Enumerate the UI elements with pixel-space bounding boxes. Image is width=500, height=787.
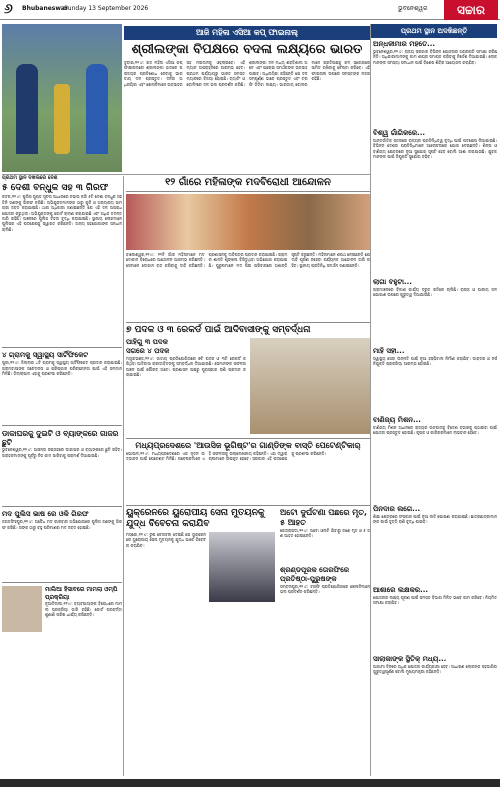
story3-patent-headline: ମଧ୍ୟପ୍ରଦେଶରେ 'ଆଉସିଜ ଭୂଗିଷ୍ଟ'ର ଗାଣ୍ଡିଙ୍କ ବାସ୍ତି ପେଟେଣ୍ଟିକାର୍	[135, 441, 361, 450]
sidebar-banner: ପ୍ରଥମ ସ୍ଥାନ ଅଦଖିଛନ୍ତି	[371, 24, 497, 38]
story2-body: ପୁରୀ,୧୨।୯: ଜିଲ୍ଲାର ୪ଟି ଗ୍ରାମକୁ ସ୍ୱାସ୍ଥ୍ୟ ସାର୍ଟିଫିକେଟ ପ୍ରଦାନ କରାଯାଇଛି। ଗ୍ରାମବାସୀଙ୍କ ସଚେତନତା ଓ ପରିଷ୍କାର ପରିଚ୍ଛନ୍ନତା ପାଇଁ ଏହି ସମ୍ମାନ ମିଳିଛି। ଜିଲ୍ଲାପାଳ ଏହାକୁ ପ୍ରଶଂସା କରିଛନ୍ତି।	[2, 360, 122, 377]
story3-headline: ଡାକାଘରକୁ ଦୁଇଟି ଓ ବ୍ୟାଙ୍କରେ ଗାଜର ଛୁଟି	[2, 429, 119, 448]
rs-head-2: ବିଶ୍ୱ ଗାଁଗିକରେ...	[373, 129, 426, 137]
portrait-photo	[2, 586, 42, 632]
edition-label: Bhubaneswar	[22, 5, 68, 12]
left-column	[2, 176, 122, 776]
right-column: ଅନ୍ଧଳୀମାର ମହତେ... ଭୁବନେଶ୍ୱର,୧୨।୯: ରାଜ୍ୟ ସରକାର ବିଭିନ୍ନ ଯୋଜନାର ଅଗ୍ରଗତି ସମୀକ୍ଷା କରିଛନ୍ତି। ଅଧିକାରୀମାନଙ୍କୁ କାମ ଶୀଘ୍ର ସମାପ୍ତ କରିବାକୁ ନିର୍ଦ୍ଦେଶ ଦିଆଯାଇଛି। ଲୋକମାନଙ୍କ ସମସ୍ୟା ସମାଧାନ ପାଇଁ ବିଶେଷ ଶିବିର ଆୟୋଜନ କରାଯିବ। ବିଶ୍ୱ ଗାଁଗିକରେ... ଆନ୍ତର୍ଜାତିକ ସ୍ତରରେ ରାଜ୍ୟର ପ୍ରତିନିଧିତ୍ୱ ବୃଦ୍ଧି ପାଇଁ ପଦକ୍ଷେପ ନିଆଯାଇଛି। ବିଭିନ୍ନ ଦେଶର ପ୍ରତିନିଧିମାନେ ଆଲୋଚନାରେ ଯୋଗ ଦେଇଛନ୍ତି। ଶିଳ୍ପ ଓ ବାଣିଜ୍ୟ କ୍ଷେତ୍ରରେ ନୂଆ ସୁଯୋଗ ସୃଷ୍ଟି ହେବ ବୋଲି ଆଶା କରାଯାଉଛି। ଯୁବକମାନଙ୍କ ପାଇଁ ନିଯୁକ୍ତି ସୁଯୋଗ ବଢିବ। ଲାଗା ବହୁଟା... ଗ୍ରାମାଞ୍ଚଳରେ ବିକାଶ କାର୍ଯ୍ୟ ଦ୍ରୁତ ଗତିରେ ଚାଲିଛି। ରାସ୍ତା ଓ ପାନୀୟ ଜଳ ଯୋଗାଣ ଉପରେ ଗୁରୁତ୍ୱ ଦିଆଯାଉଛି। ମାହି ସହୀ... ସ୍ୱାସ୍ଥ୍ୟ ସେବା ଉନ୍ନତି ପାଇଁ ନୂଆ ହସ୍ପିଟାଲ ନିର୍ମାଣ କରାଯିବ। ଡାକ୍ତର ଓ ନର୍ସ ନିଯୁକ୍ତି ପ୍ରକ୍ରିୟା ଆରମ୍ଭ ହୋଇଛି। ବାଣିଜ୍ୟ ମିଶନ... ବାଣିଜ୍ୟ ମିଶନ ଅଧୀନରେ ରାଜ୍ୟର ଉତ୍ପାଦକୁ ବିଦେଶ ବଜାରକୁ ପଠାଇବା ପାଇଁ ଯୋଜନା ପ୍ରସ୍ତୁତ ହୋଇଛି। କୃଷକ ଓ କାରିଗରମାନେ ଲାଭବାନ ହେବେ। ପିନଦାର ଲଗେ... ଶିକ୍ଷା କ୍ଷେତ୍ରରେ ସଂସ୍କାର ପାଇଁ ନୂଆ ନୀତି ଘୋଷଣା କରାଯାଇଛି। ଛାତ୍ରଛାତ୍ରୀମାନଙ୍କ ପାଇଁ ବୃତ୍ତି ରାଶି ବୃଦ୍ଧି ପାଇବ। ଆଶାରେ ଲକ୍ଷକର... ଯୋଜନାର ଲକ୍ଷ୍ୟ ପୂରଣ ପାଇଁ ସମସ୍ତ ବିଭାଗ ମିଳିତ ଭାବେ କାମ କରିବେ। ନିୟମିତ ସମୀକ୍ଷା କରାଯିବ। ସାଲାକାଙ୍କ ସ୍ଥିତିକ୍ ମଧ୍ୟ... ଆଗାମୀ ଦିନରେ ଅଧିକ ଯୋଜନା କାର୍ଯ୍ୟକାରୀ ହେବ। ସାଧାରଣ ଲୋକଙ୍କ ସହଭାଗିତା ଗୁରୁତ୍ୱପୂର୍ଣ୍ଣ ବୋଲି ମୁଖ୍ୟମନ୍ତ୍ରୀ କହିଛନ୍ତି।	[373, 40, 497, 675]
story-protest-headline: ୧୨ ଗାଁରେ ମହିଳାଙ୍କ ମଦବିରୋଧୀ ଆନ୍ଦୋଳନ	[126, 177, 370, 192]
footer-bar	[0, 779, 500, 787]
patent-body: ଭୋପାଳ,୧୨।୯: ମଧ୍ୟପ୍ରଦେଶରେ ଏକ ନୂତନ ଉଦ୍ଭାବନ ପାଇଁ ପେଟେଣ୍ଟ ମିଳିଛି। ଗବେଷକମାନେ ଏହି ସଫଳତାକୁ ଉଲ୍ଲେଖନୀୟ କହିଛନ୍ତି। ଏହା ଦ୍ୱାରା ଚାଷୀମାନେ ଉପକୃତ ହେବେ। ସରକାର ଏହି ପଦକ୍ଷେପକୁ ପ୍ରଶଂସା କରିଛନ୍ତି।	[126, 451, 327, 462]
lead-banner: ଆଜି ମହିଳା ଏସିଆ କପ୍ ଫାଇନାଲ୍	[124, 26, 370, 40]
story2-headline: ୪ ଗ୍ରାମକୁ ସ୍ୱାସ୍ଥ୍ୟ ସାର୍ଟିଫିକେଟ	[2, 351, 89, 360]
rs-head-1: ଅନ୍ଧଳୀମାର ମହତେ...	[373, 40, 436, 48]
page-number: ୬	[4, 1, 13, 17]
medal-photo	[250, 338, 370, 434]
story4-auto-headline: ଅଟୋ ଦୁର୍ଘଟଣା ପଛରେ ମୃତ, ୫ ଆହତ	[280, 508, 368, 527]
protest-body: ବାଲେଶ୍ୱର,୧୨।୯: ୧୨ଟି ଗାଁର ମହିଳାମାନେ ମଦ ଦୋକାନ ବିରୋଧରେ ଆନ୍ଦୋଳନ ଆରମ୍ଭ କରିଛନ୍ତି। ସେମାନେ ଦୋକାନ ବନ୍ଦ କରିବାକୁ ଦାବି କରିଛନ୍ତି। ପ୍ରଶାସନକୁ ଦାବିପତ୍ର ପ୍ରଦାନ କରାଯାଇଛି। ଗ୍ରାମର ଶାନ୍ତି ଶୃଙ୍ଖଳା ବିଗିଡୁଥିବା ଅଭିଯୋଗ କରାଯାଇଛି। ପୁରୁଷମାନେ ମଦ ପିଇ ପରିବାରରେ ଅଶାନ୍ତି ସୃଷ୍ଟି କରୁଛନ୍ତି। ମହିଳାମାନେ ଶପଥ ନେଇଛନ୍ତି ଯେ ଦାବି ପୂରଣ ନହେବା ପର୍ଯ୍ୟନ୍ତ ଆନ୍ଦୋଳନ ଜାରି ରହିବ। ସ୍ଥାନୀୟ ପ୍ରତିନିଧି ସମର୍ଥନ ଜଣାଇଛନ୍ତି।	[126, 252, 370, 268]
medal-body: ମୟୂରଭଞ୍ଜ,୧୨।୯: ଜାତୀୟ ପ୍ରତିଯୋଗିତାରେ ୭ଟି ପଦକ ଓ ୩ଟି ରେକର୍ଡ କରିଥିବା ଆଦିବାସୀ କ୍ରୀଡାବିତଙ୍କୁ ସମ୍ବର୍ଦ୍ଧନା ଦିଆଯାଇଛି। ସେମାନଙ୍କ ସଫଳତା ଅଞ୍ଚଳ ପାଇଁ ଗୌରବ ଅଟେ। ପ୍ରଶାସନ ପକ୍ଷରୁ ପୁରସ୍କାର ରାଶି ପ୍ରଦାନ କରାଯାଇଛି।	[126, 356, 246, 378]
lead-headline: ଶ୍ରୀଲଙ୍କା ବିପକ୍ଷରେ ବଦଳା ଲକ୍ଷ୍ୟରେ ଭାରତ	[131, 42, 363, 57]
story5-ukraine-headline: ୟୁକ୍ରେନରେ ୟୁରୋପୀୟ ସେନା ମୁତୟନକୁ ଯୁଦ୍ଧ ବିବେଚନା କରାଯିବ	[126, 508, 265, 529]
auto-body: କେନ୍ଦ୍ରାପଡା,୧୨।୯: ଅଟୋ ଓଲଟି ଯିବାରୁ ଜଣେ ମୃତ ଓ ୫ ଜଣ ଆହତ ହୋଇଛନ୍ତି।	[280, 528, 370, 539]
medal-sub2: ସଗରେ ୪ ପଦକ	[126, 347, 170, 355]
rs-head-4: ମାହି ସହୀ...	[373, 347, 405, 355]
rs-head-6: ପିନଦାର ଲଗେ...	[373, 505, 421, 513]
story4-headline: ମଦ ପୁଲିସ ଭାଷ ରେ ଓକି ଗିରଫ	[2, 510, 89, 519]
story7-body: ନୂଆଦିଲ୍ଲୀ,୧୨।୯: ବ୍ୟବସାୟୀଙ୍କ ବିରୋଧରେ ମାମଲା ପ୍ରକ୍ରିୟା ଜାରି ରହିଛି। କୋର୍ଟ ପରବର୍ତ୍ତୀ ଶୁଣାଣି ତାରିଖ ଧାର୍ଯ୍ୟ କରିଛନ୍ତି।	[45, 601, 122, 618]
mid-section	[126, 177, 370, 777]
date-left: Sunday 13 September 2026	[64, 5, 149, 12]
rs-head-3: ଲାଗା ବହୁଟା...	[373, 278, 412, 286]
story4-body: ଜଗତସିଂହପୁର,୧୨।୯: ଅବୈଧ ମଦ କାରବାର ଅଭିଯୋଗରେ ପୁଲିସ ଜଣଙ୍କୁ ଗିରଫ କରିଛି। ତାଙ୍କ ଠାରୁ ବହୁ ପରିମାଣର ମଦ ଜବତ ହୋଇଛି।	[2, 519, 122, 530]
rs-head-8: ସାଲାକାଙ୍କ ସ୍ଥିତିକ୍ ମଧ୍ୟ...	[373, 655, 447, 663]
cricket-photo	[2, 24, 122, 172]
story6-headline: ଶ୍ରଣ୍ଡପୂରକ ତୋରଫିରେ ପ୍ରତିଷ୍ଠା-ପୁରୁଷଙ୍କ	[280, 566, 350, 583]
date-right: ଭୁବନେଶ୍ୱର	[398, 5, 428, 12]
story1-body: କଟକ,୧୨।୯: ପୁଲିସ ଗୁପ୍ତ ସୂଚନା ଆଧାରରେ ଚଢାଉ କରି ୫ଟି ଦେଶୀ ବନ୍ଧୁକ ସହ ତିନି ଜଣଙ୍କୁ ଗିରଫ କରିଛି। ଅଭିଯୁକ୍ତମାନଙ୍କ ଠାରୁ ଗୁଳି ଓ ଅନ୍ୟାନ୍ୟ ସାମଗ୍ରୀ ଜବତ କରାଯାଇଛି। ଥାନା ଅଧିକାରୀ ଜଣାଇଛନ୍ତି ଯେ ଏହି ଦଳ ଅପରାଧ ଯୋଜନା କରୁଥିଲା। ଅଭିଯୁକ୍ତଙ୍କୁ କୋର୍ଟ ଚାଲାଣ କରାଯାଇଛି ଏବଂ ଅଧିକ ତଦନ୍ତ ଜାରି ରହିଛି। ଅଞ୍ଚଳରେ ପୁଲିସ ଟହଲ ବୃଦ୍ଧି କରାଯାଇଛି। ସ୍ଥାନୀୟ ଲୋକମାନେ ପୁଲିସର ଏହି ପଦକ୍ଷେପକୁ ସ୍ୱାଗତ କରିଛନ୍ତି। ଅନ୍ୟ ସହଯୋଗୀଙ୍କ ସନ୍ଧାନ ଚାଲିଛି।	[2, 194, 122, 232]
lead-body: ଦୁବାଇ,୧୨।୯: ଗତ ମହିଳା ଏସିଆ କପ୍ ଫାଇନାଲରେ ଶ୍ରୀଲଙ୍କା ହାତରେ ପରାଜୟର ପ୍ରତିଶୋଧ ନେବାକୁ ଭାରତୀୟ ଦଳ ପ୍ରସ୍ତୁତ। ଦଳର ଅଧିନାୟିକା ଏବଂ ଖେଳାଳିମାନେ ଉତ୍ସାହର ସହ ମଇଦାନକୁ ଓହ୍ଲାଇବେ। ଏହି ମ୍ୟାଚ ଅପରାହ୍ନରେ ଆରମ୍ଭ ହେବ। ପ୍ରଥମ ପର୍ଯ୍ୟାୟରୁ ଭାରତ ସମସ୍ତ ମ୍ୟାଚରେ ବିଜୟୀ ହୋଇଛି। ବ୍ୟାଟିଂ ଓ ବୋଲିଂରେ ଦଳ ଭଲ ପ୍ରଦର୍ଶନ କରିଛି। ଶ୍ରୀଲଙ୍କା ଦଳ ମଧ୍ୟ ଶକ୍ତିଶାଳୀ ଅଟେ ଏବଂ ଘରୋଇ ସମର୍ଥକଙ୍କ ଉତ୍ସାହ ପାଇବ। ଅଧିନାୟିକା କହିଛନ୍ତି ଯେ ଦଳ ସମ୍ପୂର୍ଣ୍ଣ ଭାବେ ପ୍ରସ୍ତୁତ ଏବଂ ଟ୍ରଫି ଜିତିବା ଲକ୍ଷ୍ୟ। ଭାରତୀୟ ବୋଲରମାନେ ପ୍ରତିପକ୍ଷକୁ କମ୍ ସ୍କୋରରେ ସୀମିତ ରଖିବାକୁ ଚେଷ୍ଟା କରିବେ। ଏହି ଫାଇନାଲ ଉପରେ ସମସ୍ତଙ୍କ ନଜର ରହିଛି।	[124, 60, 370, 87]
rs-head-7: ଆଶାରେ ଲକ୍ଷକର...	[373, 586, 429, 594]
story7-headline: ମାଲିଆ ହିସାବରେ ମାମଲା ଓମ୍ପି ପ୍ରକ୍ରିୟା	[45, 586, 118, 601]
protest-photo	[126, 194, 370, 250]
ukraine-body: ମସ୍କୋ,୧୨।୯: ରୁଷ ଚେତାବନୀ ଦେଇଛି ଯେ ୟୁକ୍ରେନରେ ୟୁରୋପୀୟ ସେନା ମୁତୟନକୁ ଯୁଦ୍ଧ ଭାବେ ବିବେଚନା କରାଯିବ।	[126, 532, 206, 548]
brand-logo: ସଚ୍ଚାର	[444, 0, 498, 20]
story3-body: ଭୁବନେଶ୍ୱର,୧୨।୯: ଆସନ୍ତା ସପ୍ତାହରେ ଡାକାଘର ଓ ବ୍ୟାଙ୍କରେ ଛୁଟି ରହିବ। ଗ୍ରାହକମାନଙ୍କୁ ପୂର୍ବରୁ ନିଜ କାମ ସାରିବାକୁ ପରାମର୍ଶ ଦିଆଯାଇଛି।	[2, 447, 122, 458]
masthead-bar	[0, 0, 500, 20]
story2-medal-headline: ୭ ପଦକ ଓ ୩ ରେକର୍ଡ ପାଇଁ ଆଦିବାସୀଙ୍କୁ ସମ୍ବର୍ଦ୍ଧନା	[126, 325, 311, 335]
story6-body: ସମ୍ବଲପୁର,୧୨।୯: ଟ୍ରଫି ପ୍ରତିଯୋଗିତାରେ ଖେଳାଳିମାନେ ଭଲ ପ୍ରଦର୍ଶନ କରିଛନ୍ତି।	[280, 584, 370, 595]
medal-sub1: ପାହିଗୁ ୩ ପଦକ	[126, 338, 168, 346]
leader-photo	[209, 532, 275, 602]
left-top-label: ପ୍ରଥମ ସ୍ଥାନ ଦଖଲରେ ଦେଶ	[2, 175, 58, 181]
story1-headline: ୫ ଦେଶୀ ବନ୍ଧୁକ ସହ ୩ ଗିରଫ	[2, 183, 109, 194]
rs-head-5: ବାଣିଜ୍ୟ ମିଶନ...	[373, 416, 421, 424]
